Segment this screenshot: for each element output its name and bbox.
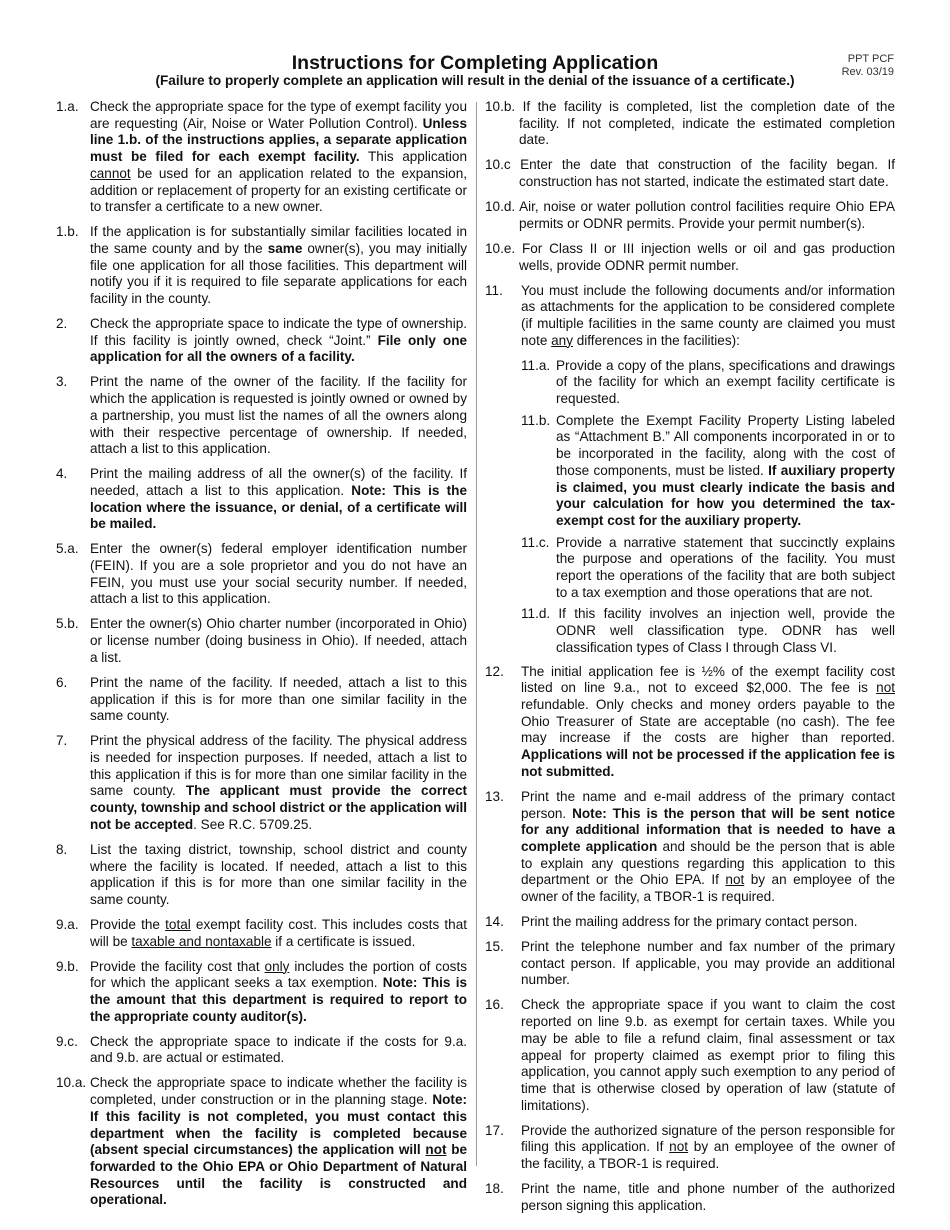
instruction-item: [485, 1181, 895, 1214]
instruction-item: [56, 1034, 467, 1067]
instruction-text-segment: total: [165, 916, 191, 932]
item-number: 3.: [56, 374, 68, 390]
instruction-item: [56, 675, 467, 725]
instruction-item: [485, 939, 895, 989]
instruction-item: [485, 99, 895, 149]
instruction-text-segment: taxable and nontaxable: [131, 933, 272, 949]
instruction-text-segment: Air, noise or water pollution control facilities require Ohio EPA permits or ODNR permits. Provide your permit number(s).: [519, 199, 895, 231]
page-title: Instructions for Completing Application: [291, 52, 659, 74]
instruction-text-segment: Print the physical address of the facility. The physical address is needed for inspection purposes. If needed, attach a list to this application if this is for more than one similar facility in the same county.: [90, 733, 467, 799]
instruction-text-segment: File only one application for all the owners of a facility.: [90, 332, 468, 365]
instruction-text-segment: not: [425, 1142, 447, 1158]
instruction-text-segment: Print the name and e-mail address of the primary contact person.: [521, 788, 895, 821]
item-text: [90, 616, 467, 666]
instruction-text-segment: Provide the: [90, 916, 166, 932]
instruction-text-segment: Note: This is the location where the issuance, or denial, of a certificate will be mailed.: [90, 482, 467, 532]
item-number: 10.a.: [56, 1075, 87, 1091]
item-number: 9.c.: [56, 1033, 78, 1049]
item-text: [90, 733, 467, 833]
instruction-item: [56, 842, 467, 909]
instruction-text-segment: Enter the owner(s) Ohio charter number (incorporated in Ohio) or license number (doing business in Ohio). If needed, attach a list.: [90, 616, 467, 665]
item-text: [521, 283, 895, 350]
sub-instruction-item: [521, 606, 895, 656]
item-text: [521, 997, 895, 1114]
instruction-text-segment: refundable. Only checks and money orders payable to the Ohio Treasurer of State are acceptable (no cash). The fee may increase if the costs are higher than reported.: [521, 696, 895, 746]
instruction-text-segment: Enter the date that construction of the facility began. If construction has not started, indicate the estimated start date.: [519, 157, 895, 190]
instruction-item: [485, 914, 895, 931]
item-number: 11.a.: [521, 357, 551, 373]
instruction-text-segment: You must include the following documents and/or information as attachments for the application to be considered complete (if multiple facilities in the same county are claimed you must note: [521, 282, 895, 348]
instruction-item: [485, 997, 895, 1114]
item-number: 10.d.: [485, 199, 520, 215]
instruction-text-segment: If the application is for substantially similar facilities located in the same county and by the: [90, 224, 467, 256]
instruction-text-segment: If the facility is completed, list the completion date of the facility. If not completed, indicate the estimated completion date.: [519, 99, 895, 148]
instruction-text-segment: exempt facility cost. This includes costs that will be: [90, 916, 467, 949]
instruction-item: [56, 1075, 467, 1209]
instruction-text-segment: Enter the owner(s) federal employer identification number (FEIN). If you are a sole proprietor and you do not have an FEIN, you must use your social security number. If needed, attach a list to this application.: [90, 541, 467, 607]
instruction-text-segment: be forwarded to the Ohio EPA or Ohio Department of Natural Resources until the facility is constructed and operational.: [90, 1142, 468, 1208]
instruction-item: [485, 157, 895, 190]
instruction-text-segment: Print the mailing address for the primary contact person.: [521, 914, 858, 930]
item-number: 14.: [485, 914, 504, 930]
instruction-item: [56, 466, 467, 533]
item-text: [556, 413, 895, 530]
item-text: [90, 959, 467, 1026]
item-text: [90, 99, 467, 216]
instruction-item: [56, 316, 467, 366]
instruction-text-segment: Provide the authorized signature of the person responsible for filing this application. If: [521, 1122, 895, 1155]
instruction-text-segment: not: [669, 1139, 689, 1155]
item-text: [521, 1123, 895, 1173]
instruction-text-segment: Print the telephone number and fax number of the primary contact person. If applicable, you may provide an additional number.: [521, 939, 895, 988]
instruction-text-segment: cannot: [90, 165, 131, 181]
instruction-text-segment: any: [551, 332, 573, 348]
item-number: 7.: [56, 733, 68, 749]
instruction-text-segment: by an employee of the owner of the facility, a TBOR-1 is required.: [521, 1139, 895, 1172]
sub-instruction-item: [521, 413, 895, 530]
item-number: 11.d.: [521, 606, 559, 622]
instruction-item: [56, 616, 467, 666]
instruction-text-segment: Note: This is the amount that this department is required to report to the appropriate county auditor(s).: [90, 975, 468, 1024]
instruction-text-segment: Check the appropriate space for the type of exempt facility you are requesting (Air, Noise or Water Pollution Control).: [90, 99, 467, 131]
instruction-text-segment: not: [725, 872, 745, 888]
item-text: [521, 1181, 895, 1214]
instruction-text-segment: Print the mailing address of all the owner(s) of the facility. If needed, attach a list to this application.: [90, 466, 467, 498]
item-text: [90, 466, 467, 533]
item-number: 18.: [485, 1181, 504, 1197]
instruction-text-segment: differences in the facilities):: [572, 332, 740, 348]
instruction-text-segment: Applications will not be processed if the application fee is not submitted.: [521, 747, 895, 779]
instruction-item: [485, 789, 895, 906]
item-number: 2.: [56, 316, 68, 332]
item-number: 6.: [56, 674, 68, 690]
instruction-item: [56, 99, 467, 216]
item-number: 17.: [485, 1122, 504, 1138]
instruction-text-segment: Note: This is the person that will be sent notice for any additional information that is needed to have a complete application: [521, 805, 895, 854]
instruction-text-segment: owner(s), you may initially file one application for all those facilities. This department will notify you if it is required to file separate applications for each facility in the county.: [90, 240, 467, 307]
item-number: 8.: [56, 841, 68, 857]
instruction-text-segment: This application: [359, 149, 467, 165]
item-number: 1.a.: [56, 99, 79, 114]
item-text: [90, 374, 467, 458]
instruction-text-segment: Check the appropriate space to indicate if the costs for 9.a. and 9.b. are actual or estimated.: [90, 1033, 467, 1066]
instruction-text-segment: Provide the facility cost that: [90, 958, 265, 974]
instruction-text-segment: The applicant must provide the correct county, township and school district or the application will not be accepted: [90, 783, 467, 832]
instruction-text-segment: and should be the person that is able to explain any questions regarding this application to this department or the Ohio EPA. If: [521, 838, 895, 888]
item-number: 1.b.: [56, 224, 79, 240]
instruction-text-segment: Print the name of the owner of the facility. If the facility for which the application is requested is jointly owned or owned by a partnership, you must list the names of all the owners along with their respective percentage of ownership. If needed, attach a list to this application.: [90, 374, 467, 457]
instruction-text-segment: Note: If this facility is not completed, you must contact this department when the facility is completed because (absent special circumstances) the application will: [90, 1092, 467, 1158]
instruction-text-segment: Print the name, title and phone number of the authorized person signing this application.: [521, 1181, 895, 1213]
instruction-text-segment: List the taxing district, township, school district and county where the facility is located. If needed, attach a list to this application if this is for more than one similar facility in the same county.: [90, 841, 467, 907]
instruction-text-segment: Unless line 1.b. of the instructions applies, a separate application must be filed for each exempt facility.: [90, 115, 467, 165]
instruction-text-segment: by an employee of the owner of the facility, a TBOR-1 is required.: [521, 872, 895, 905]
item-text: [521, 664, 895, 781]
item-number: 9.a.: [56, 916, 79, 932]
instruction-text-segment: includes the portion of costs for which the applicant seeks a tax exemption.: [90, 958, 467, 991]
instruction-item: [56, 733, 467, 833]
item-text: [521, 939, 895, 989]
instruction-item: [485, 241, 895, 274]
item-text: [90, 675, 467, 725]
item-number: 10.c: [485, 157, 521, 173]
item-number: 12.: [485, 663, 504, 679]
instruction-item: [56, 917, 467, 950]
instruction-item: [485, 283, 895, 350]
instruction-item: [56, 224, 467, 308]
instruction-text-segment: be used for an application related to the expansion, addition or replacement of property for an existing certificate or to transfer a certificate to a new owner.: [90, 165, 467, 215]
instruction-text-segment: Provide a copy of the plans, specifications and drawings of the facility for which an exempt facility certificate is requested.: [556, 357, 895, 407]
page-subtitle: (Failure to properly complete an application will result in the denial of the issuance of a certificate.): [155, 73, 795, 88]
instruction-item: [485, 1123, 895, 1173]
instruction-text-segment: only: [264, 958, 290, 974]
item-text: [556, 358, 895, 408]
item-number: 9.b.: [56, 958, 79, 974]
column-divider: [476, 102, 477, 1166]
item-text: [521, 789, 895, 906]
item-number: 11.b.: [521, 412, 551, 428]
instruction-text-segment: Check the appropriate space to indicate whether the facility is completed, under construction or in the planning stage.: [90, 1075, 467, 1108]
item-text: [521, 914, 895, 931]
item-number: 5.a.: [56, 541, 79, 557]
instruction-item: [485, 664, 895, 781]
item-text: [90, 224, 467, 308]
instruction-item: [56, 541, 467, 608]
sub-instruction-item: [521, 358, 895, 408]
item-text: [90, 541, 467, 608]
item-number: 13.: [485, 788, 504, 804]
item-text: [90, 316, 467, 366]
instruction-text-segment: Check the appropriate space to indicate the type of ownership. If this facility is jointly owned, check “Joint.”: [90, 316, 467, 348]
form-id: PPT PCF: [847, 53, 894, 65]
item-number: 11.c.: [521, 534, 550, 550]
instruction-text-segment: same: [267, 240, 303, 256]
item-number: 16.: [485, 997, 504, 1013]
instruction-text-segment: If auxiliary property is claimed, you must clearly indicate the basis and your calculation for how you determined the tax-exempt cost for the auxiliary property.: [556, 462, 895, 528]
instruction-text-segment: Print the name of the facility. If needed, attach a list to this application if this is for more than one similar facility in the same county.: [90, 674, 467, 724]
instruction-item: [485, 199, 895, 232]
revision-date: Rev. 03/19: [841, 66, 894, 78]
item-text: [90, 1075, 467, 1209]
item-number: 10.b.: [485, 99, 523, 114]
item-text: [90, 917, 467, 950]
item-text: [90, 1034, 467, 1067]
item-number: 15.: [485, 939, 504, 955]
instructions-right-column: [485, 99, 895, 1223]
instruction-item: [56, 959, 467, 1026]
instruction-item: [56, 374, 467, 458]
instruction-text-segment: not: [876, 680, 895, 696]
instruction-text-segment: For Class II or III injection wells or oil and gas production wells, provide ODNR permit number.: [519, 240, 895, 273]
item-number: 5.b.: [56, 616, 79, 632]
instruction-text-segment: if a certificate is issued.: [271, 933, 416, 949]
instruction-text-segment: Check the appropriate space if you want to claim the cost reported on line 9.b. as exempt for certain taxes. While you may be able to file a refund claim, final assessment or tax appeal for property claimed as exempt prior to filing this application, you cannot apply such exemption to any period of time that is otherwise closed by operation of law (statute of limitations).: [521, 997, 895, 1113]
instructions-left-column: [56, 99, 467, 1217]
item-number: 4.: [56, 466, 68, 482]
sub-instruction-item: [521, 535, 895, 602]
instruction-text-segment: If this facility involves an injection well, provide the ODNR well classification type. ODNR has well classification types of Class I through Class VI.: [556, 606, 896, 655]
instruction-text-segment: Provide a narrative statement that succinctly explains the purpose and operations of the facility. You must report the operations of the facility that are both subject to a tax exemption and those operations that are not.: [556, 534, 895, 600]
item-text: [556, 535, 895, 602]
item-number: 10.e.: [485, 240, 522, 256]
item-number: 11.: [485, 282, 503, 298]
instruction-text-segment: . See R.C. 5709.25.: [193, 816, 313, 832]
instruction-text-segment: The initial application fee is ½% of the exempt facility cost listed on line 9.a., not to exceed $2,000. The fee is: [521, 663, 895, 696]
item-text: [90, 842, 467, 909]
instruction-text-segment: Complete the Exempt Facility Property Listing labeled as “Attachment B.” All components incorporated in or to be incorporated in the facility, along with the cost of those components, must be listed.: [556, 412, 895, 478]
